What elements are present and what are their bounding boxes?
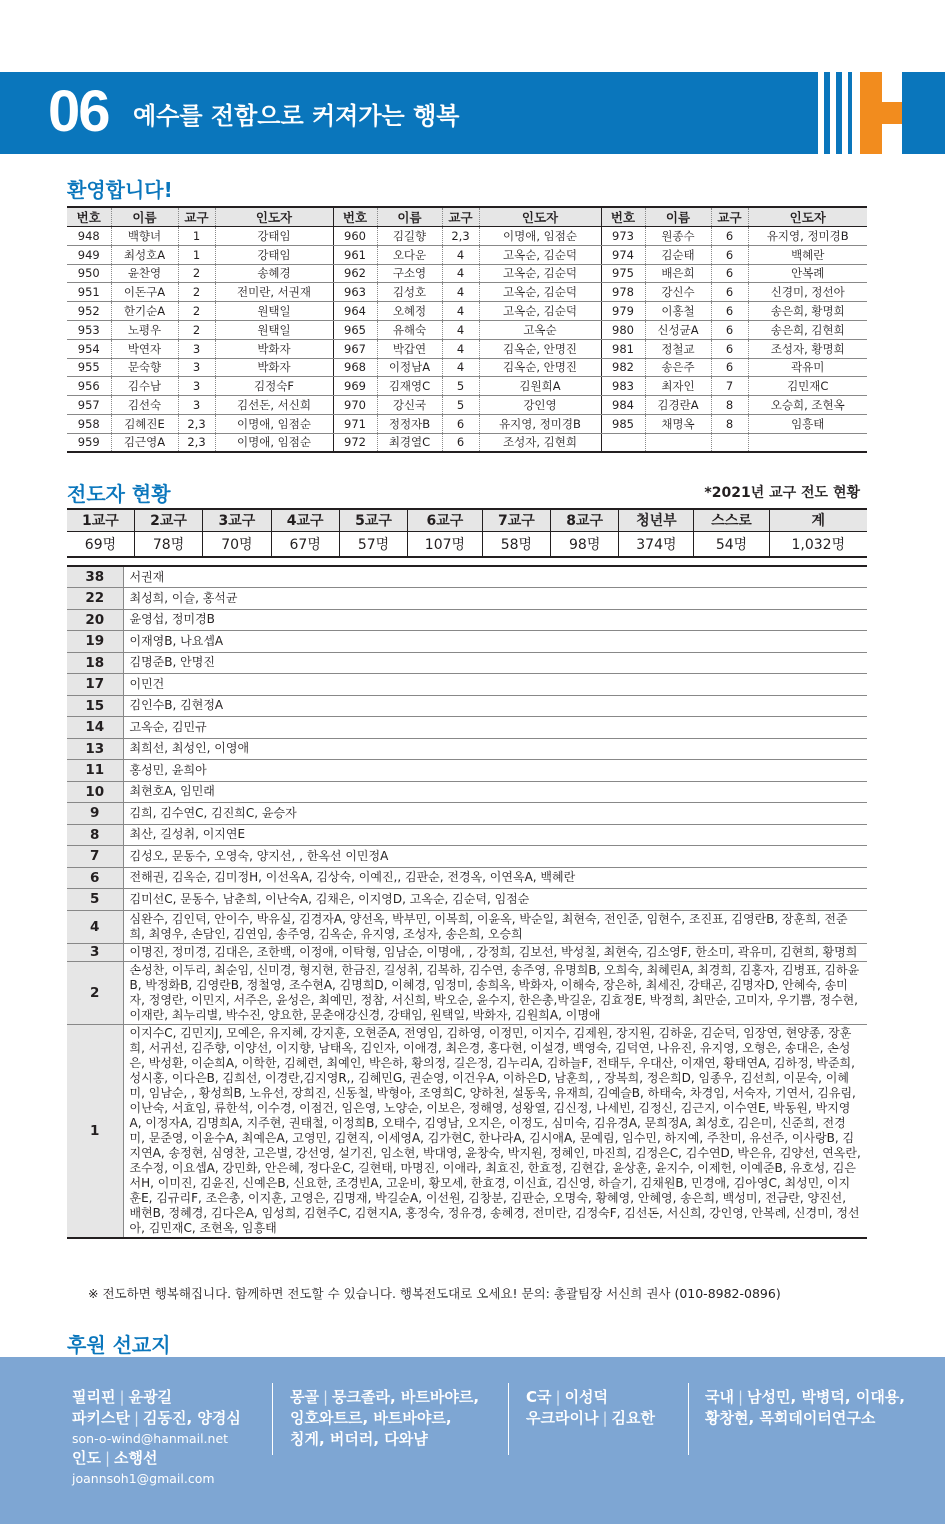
table-cell: 983 — [601, 377, 645, 396]
count-cell: 54명 — [694, 531, 769, 557]
table-cell: 유해숙 — [377, 320, 442, 339]
table-cell: 953 — [67, 320, 111, 339]
table-cell: 8 — [711, 414, 748, 433]
names-cell: 최성희, 이슬, 홍석균 — [123, 588, 867, 610]
table-cell: 959 — [67, 433, 111, 452]
table-cell: 박화자 — [215, 358, 333, 377]
mission-email: son-o-wind@hanmail.net — [72, 1431, 229, 1446]
table-cell: 송은주 — [645, 358, 711, 377]
names-cell: 최희선, 최성인, 이영애 — [123, 738, 867, 760]
table-cell: 975 — [601, 264, 645, 283]
rank-count: 10 — [67, 781, 123, 803]
table-cell: 8 — [711, 396, 748, 415]
contact-footnote: ※ 전도하면 행복해집니다. 함께하면 전도할 수 있습니다. 행복전도대로 오세요! 문의: 총괄팀장 서신희 권사 (010-8982-0896) — [88, 1286, 781, 1301]
table-cell: 김선돈, 서신희 — [215, 396, 333, 415]
table-cell: 최자인 — [645, 377, 711, 396]
section-title: 예수를 전함으로 커져가는 행복 — [133, 102, 460, 130]
table-cell: 한기순A — [111, 302, 178, 321]
rank-count: 1 — [67, 1024, 123, 1238]
table-cell: 972 — [333, 433, 377, 452]
table-cell: 원택일 — [215, 320, 333, 339]
table-cell: 6 — [442, 414, 479, 433]
evangelism-summary-table — [67, 508, 867, 558]
welcome-table — [67, 206, 867, 453]
table-cell: 김혜진E — [111, 414, 178, 433]
column-header: 인도자 — [748, 207, 867, 227]
table-cell: 오승희, 조현옥 — [748, 396, 867, 415]
table-cell: 6 — [711, 283, 748, 302]
column-header: 번호 — [67, 207, 111, 227]
table-cell: 김옥순, 안명진 — [479, 339, 601, 358]
mission-country: 파키스탄 — [72, 1409, 130, 1427]
table-cell: 고옥순 — [479, 320, 601, 339]
table-row — [67, 717, 867, 739]
column-header: 스스로 — [694, 509, 769, 531]
table-row — [67, 674, 867, 696]
rank-count: 2 — [67, 961, 123, 1024]
table-cell: 고옥순, 김순덕 — [479, 302, 601, 321]
names-cell: 이명진, 정미경, 김대은, 조한백, 이정애, 이탁형, 임남순, 이명애, , 강정희, 김보선, 박성칠, 최현숙, 김소영F, 한소미, 곽유미, 김현희, 황명희 — [123, 943, 867, 961]
table-row — [67, 803, 867, 825]
divider — [272, 1383, 273, 1455]
mission-names: 윤광길 — [128, 1388, 173, 1406]
rank-count: 22 — [67, 588, 123, 610]
table-cell: 4 — [442, 339, 479, 358]
mission-names: 남성민, 박병덕, 이대용, — [747, 1388, 905, 1406]
count-cell: 107명 — [408, 531, 483, 557]
table-cell: 김순태 — [645, 245, 711, 264]
table-cell: 김옥순, 안명진 — [479, 358, 601, 377]
table-cell: 김근영A — [111, 433, 178, 452]
table-cell: 정철교 — [645, 339, 711, 358]
table-cell: 1 — [178, 245, 215, 264]
table-row — [67, 264, 867, 283]
table-row — [67, 824, 867, 846]
table-row — [67, 245, 867, 264]
names-cell: 이민건 — [123, 674, 867, 696]
table-cell: 960 — [333, 227, 377, 246]
count-cell: 69명 — [84, 536, 117, 553]
table-row — [67, 377, 867, 396]
divider — [508, 1383, 509, 1455]
table-cell: 신성균A — [645, 320, 711, 339]
table-cell: 백혜란 — [748, 245, 867, 264]
table-cell: 958 — [67, 414, 111, 433]
table-row — [67, 283, 867, 302]
table-cell: 3 — [178, 377, 215, 396]
table-cell: 김정숙F — [215, 377, 333, 396]
table-cell: 김재영C — [377, 377, 442, 396]
table-cell: 4 — [442, 264, 479, 283]
table-cell: 2 — [178, 320, 215, 339]
table-cell: 조성자, 김현희 — [479, 433, 601, 452]
table-cell: 최경열C — [377, 433, 442, 452]
column-header: 교구 — [711, 207, 748, 227]
table-cell: 5 — [442, 377, 479, 396]
rank-count: 11 — [67, 760, 123, 782]
table-cell: 김원희A — [479, 377, 601, 396]
count-cell: 67명 — [271, 531, 339, 557]
column-header: 번호 — [601, 207, 645, 227]
missionary-column-3: C국 | 이성덕 우크라이나 | 김요한 — [526, 1388, 655, 1427]
table-row — [67, 1024, 867, 1238]
rank-count: 18 — [67, 652, 123, 674]
table-cell: 이홍철 — [645, 302, 711, 321]
table-row — [67, 227, 867, 246]
column-header: 4교구 — [271, 509, 339, 531]
table-cell: 이정남A — [377, 358, 442, 377]
mission-country: 인도 — [72, 1449, 101, 1467]
table-row — [67, 738, 867, 760]
rank-count: 38 — [67, 566, 123, 588]
table-row — [67, 846, 867, 868]
rank-count: 17 — [67, 674, 123, 696]
table-cell — [601, 433, 645, 452]
table-cell: 정정자B — [377, 414, 442, 433]
table-row — [67, 760, 867, 782]
table-cell: 김선숙 — [111, 396, 178, 415]
names-cell: 심완수, 김인덕, 안이수, 박유실, 김경자A, 양선옥, 박부민, 이복희, 이윤옥, 박순일, 최현숙, 전인준, 임현수, 조진표, 김영란B, 장훈희, 전준희, 최영우, 손담인, 김연임, 송주영, 김옥순, 유지영, 조성자, 송은희, 오승희 — [123, 910, 867, 943]
column-header: 청년부 — [619, 509, 694, 531]
column-header: 5교구 — [339, 509, 407, 531]
table-cell: 950 — [67, 264, 111, 283]
table-cell: 3 — [178, 358, 215, 377]
table-row — [67, 631, 867, 653]
names-cell: 김인수B, 김현정A — [123, 695, 867, 717]
names-cell: 이재영B, 나요셉A — [123, 631, 867, 653]
table-cell: 6 — [711, 339, 748, 358]
table-cell: 김민재C — [748, 377, 867, 396]
mission-country: 필리핀 — [72, 1388, 116, 1406]
table-cell: 964 — [333, 302, 377, 321]
table-cell: 노평우 — [111, 320, 178, 339]
table-cell: 김경란A — [645, 396, 711, 415]
table-cell: 김길향 — [377, 227, 442, 246]
names-cell: 김희, 김수연C, 김진희C, 윤승자 — [123, 803, 867, 825]
rank-count: 8 — [67, 824, 123, 846]
table-row — [67, 414, 867, 433]
mission-country: 우크라이나 — [526, 1409, 599, 1427]
table-cell: 949 — [67, 245, 111, 264]
table-cell: 채명옥 — [645, 414, 711, 433]
table-cell: 979 — [601, 302, 645, 321]
column-header: 교구 — [178, 207, 215, 227]
column-header: 이름 — [645, 207, 711, 227]
table-row — [67, 320, 867, 339]
table-cell: 배은희 — [645, 264, 711, 283]
table-cell: 3 — [178, 396, 215, 415]
missionary-column-2: 몽골 | 뭉크졸라, 바트바야르, 잉호와트르, 바트바야르, 칭게, 버더러, 다와냠 — [290, 1388, 480, 1448]
table-cell: 4 — [442, 320, 479, 339]
mission-country: 국내 — [705, 1388, 734, 1406]
table-cell: 송은희, 황명희 — [748, 302, 867, 321]
table-cell: 948 — [67, 227, 111, 246]
table-cell: 2,3 — [178, 433, 215, 452]
table-cell: 백향녀 — [111, 227, 178, 246]
table-cell: 6 — [711, 245, 748, 264]
rank-count: 5 — [67, 889, 123, 911]
table-cell: 오혜정 — [377, 302, 442, 321]
mission-email: joannsoh1@gmail.com — [72, 1471, 215, 1486]
table-cell: 985 — [601, 414, 645, 433]
divider — [688, 1383, 689, 1455]
table-cell: 980 — [601, 320, 645, 339]
names-cell: 고옥순, 김민규 — [123, 717, 867, 739]
table-cell: 6 — [711, 264, 748, 283]
mission-names: 김동진, 양경심 — [143, 1409, 241, 1427]
table-cell: 3 — [178, 339, 215, 358]
table-cell: 2 — [178, 264, 215, 283]
table-cell: 강신국 — [377, 396, 442, 415]
mission-country: C국 — [526, 1388, 552, 1406]
missionaries-title: 후원 선교지 — [67, 1333, 171, 1357]
table-cell: 이명애, 임점순 — [215, 433, 333, 452]
table-cell: 967 — [333, 339, 377, 358]
table-cell: 유지영, 정미경B — [748, 227, 867, 246]
table-cell: 2 — [178, 302, 215, 321]
table-cell: 고옥순, 김순덕 — [479, 283, 601, 302]
column-header: 인도자 — [479, 207, 601, 227]
table-row — [67, 396, 867, 415]
table-cell: 973 — [601, 227, 645, 246]
table-cell: 962 — [333, 264, 377, 283]
table-cell: 김성호 — [377, 283, 442, 302]
table-cell: 968 — [333, 358, 377, 377]
table-cell: 오다운 — [377, 245, 442, 264]
table-cell: 965 — [333, 320, 377, 339]
table-cell: 송혜경 — [215, 264, 333, 283]
page-header — [0, 72, 945, 154]
count-cell: 98명 — [551, 531, 619, 557]
mission-names: 소행선 — [114, 1449, 158, 1467]
table-cell: 강신수 — [645, 283, 711, 302]
mission-names: 김요한 — [611, 1409, 655, 1427]
table-cell: 971 — [333, 414, 377, 433]
rank-count: 6 — [67, 867, 123, 889]
table-row — [67, 652, 867, 674]
table-cell: 4 — [442, 302, 479, 321]
rank-count: 14 — [67, 717, 123, 739]
table-row — [67, 358, 867, 377]
table-cell: 안복례 — [748, 264, 867, 283]
rank-count: 13 — [67, 738, 123, 760]
table-cell: 2,3 — [442, 227, 479, 246]
table-row — [67, 867, 867, 889]
rank-count: 15 — [67, 695, 123, 717]
names-cell: 최산, 길성취, 이지연E — [123, 824, 867, 846]
column-header: 인도자 — [215, 207, 333, 227]
names-cell: 최현호A, 임민래 — [123, 781, 867, 803]
table-row — [67, 339, 867, 358]
table-cell: 970 — [333, 396, 377, 415]
table-cell: 윤찬영 — [111, 264, 178, 283]
table-row — [67, 609, 867, 631]
table-cell: 구소영 — [377, 264, 442, 283]
mission-names: 잉호와트르, 바트바야르, — [290, 1409, 452, 1427]
table-cell: 952 — [67, 302, 111, 321]
table-cell: 전미란, 서권재 — [215, 283, 333, 302]
table-row — [67, 588, 867, 610]
table-cell: 원택일 — [215, 302, 333, 321]
column-header: 교구 — [442, 207, 479, 227]
table-cell: 이명애, 임점순 — [479, 227, 601, 246]
rank-count: 20 — [67, 609, 123, 631]
table-cell: 981 — [601, 339, 645, 358]
mission-names: 이성덕 — [564, 1388, 609, 1406]
table-cell: 4 — [442, 358, 479, 377]
table-cell — [645, 433, 711, 452]
table-cell: 임흥태 — [748, 414, 867, 433]
rank-count: 3 — [67, 943, 123, 961]
table-row — [67, 889, 867, 911]
mission-names: 칭게, 버더러, 다와냠 — [290, 1430, 428, 1448]
table-cell: 김수남 — [111, 377, 178, 396]
table-row — [67, 433, 867, 452]
names-cell: 윤영섭, 정미경B — [123, 609, 867, 631]
table-cell: 이돈구A — [111, 283, 178, 302]
table-cell: 고옥순, 김순덕 — [479, 245, 601, 264]
table-cell: 6 — [711, 320, 748, 339]
rank-count: 9 — [67, 803, 123, 825]
mission-names: 뭉크졸라, 바트바야르, — [332, 1388, 480, 1406]
mission-names: 황창현, 목회데이터연구소 — [705, 1409, 876, 1427]
table-cell: 6 — [711, 358, 748, 377]
table-row — [67, 910, 867, 943]
table-cell: 유지영, 정미경B — [479, 414, 601, 433]
names-cell: 손성찬, 이두리, 최순임, 신미경, 형지현, 한금진, 길성취, 김복하, 김수연, 송주영, 유명희B, 오희숙, 최혜린A, 최경희, 김홍자, 김병표, 김하윤B, 박정화B, 김영란B, 정철영, 조수현A, 김명희D, 이혜경, 임정미, 송희옥, 박화자, 이해숙, 장은하, 최세진, 강태곤, 김명자D, 안혜숙, 송미자, 정영란, 이민지, 서주은, 윤성은, 최예민, 정참, 서신희, 박오순, 윤수지, 한은총,박길운, 김효정E, 박정희, 최만순, 고미자, 우기쁨, 정수현, 이재란, 최누리별, 박수진, 양요한, 문춘애강신경, 강태임, 원택일, 박화자, 김원희A, 이명애 — [123, 961, 867, 1024]
welcome-title: 환영합니다! — [67, 178, 173, 202]
table-cell: 951 — [67, 283, 111, 302]
table-cell: 954 — [67, 339, 111, 358]
table-cell: 문숙향 — [111, 358, 178, 377]
names-cell: 이지수C, 김민지J, 모예은, 유지혜, 강지훈, 오현준A, 전영임, 김하영, 이정민, 이지수, 김제원, 장지원, 김하윤, 김순덕, 임장연, 현양종, 장훈희, 서귀선, 김주향, 이양선, 이지향, 남태옥, 김인자, 이애경, 최은경, 홍다현, 이설경, 백영숙, 김덕연, 나유진, 유지영, 오형은, 송대은, 손성은, 박성환, 이순희A, 이학한, 김혜련, 최예인, 박은하, 황의정, 길은정, 김누리A, 김하늘F, 전태두, 우대산, 이재연, 황태연A, 김하정, 박준희, 성시홍, 이다은B, 김희선, 이경란,김지영R,, 김혜민G, 권순영, 이건우A, 이하은D, 남훈희, , 장복희, 정은희D, 임종우, 김선희, 이문숙, 이혜미, 임남순, , 황성희B, 노유선, 장희진, 신동철, 박형아, 조영희C, 양하천, 설동욱, 유재희, 김예슬B, 하태숙, 차경임, 서숙자, 기연서, 김유림, 이난숙, 서효임, 류한석, 이수경, 이점건, 임은영, 노양순, 이보은, 정해영, 성왕열, 김신정, 나세빈, 김정신, 김근지, 이수연E, 박동원, 박지영A, 이정자A, 김명희A, 지주현, 권태철, 이정희B, 오태수, 김영남, 오지은, 이정도, 심미숙, 김유경A, 문희정A, 최성호, 김은미, 신준희, 전경미, 문준영, 이윤수A, 최예은A, 고영민, 김현직, 이세영A, 김가현C, 한나라A, 김시애A, 문예림, 임수민, 하지예, 주찬미, 유선주, 이사랑B, 김지연A, 송정현, 심영찬, 고은별, 강선영, 설기진, 임소현, 박대영, 윤창숙, 박지원, 정혜인, 마진희, 김정은C, 김수연D, 박은유, 김양선, 연옥란, 조수정, 이요셉A, 강민화, 안은혜, 정다운C, 길현태, 마명진, 이애라, 최효진, 한효정, 김현갑, 윤상훈, 윤지수, 이제헌, 이예준B, 유호성, 김은서H, 이미진, 김윤진, 신예은B, 신요한, 조경빈A, 고운비, 황모세, 한효경, 이신효, 김신영, 하슬기, 김채원B, 민경애, 김아영C, 최성민, 이지훈E, 김규리F, 조은총, 이지훈, 고영은, 김명재, 박길순A, 이선원, 김창분, 김판순, 오명숙, 황혜영, 안혜영, 송은희, 백성미, 전금란, 양진선, 배현B, 정혜경, 김다은A, 임성희, 김현주C, 김현지A, 홍정숙, 정유경, 송혜경, 전미란, 김정숙F, 김선돈, 서신희, 강인영, 안복례, 신경미, 정선아, 김민재C, 조현옥, 임흥태 — [123, 1024, 867, 1238]
table-cell: 978 — [601, 283, 645, 302]
table-cell: 송은희, 김현희 — [748, 320, 867, 339]
table-cell: 984 — [601, 396, 645, 415]
column-header: 3교구 — [203, 509, 271, 531]
table-cell: 961 — [333, 245, 377, 264]
church-logo-icon — [812, 72, 930, 154]
table-cell: 4 — [442, 245, 479, 264]
table-cell: 원종수 — [645, 227, 711, 246]
rank-count: 4 — [67, 910, 123, 943]
table-cell: 956 — [67, 377, 111, 396]
table-cell — [711, 433, 748, 452]
count-cell: 374명 — [619, 531, 694, 557]
rank-count: 7 — [67, 846, 123, 868]
table-cell: 2,3 — [178, 414, 215, 433]
table-cell: 박연자 — [111, 339, 178, 358]
names-cell: 홍성민, 윤희아 — [123, 760, 867, 782]
table-cell: 957 — [67, 396, 111, 415]
table-cell: 5 — [442, 396, 479, 415]
section-number: 06 — [48, 79, 109, 144]
names-cell: 김미선C, 문동수, 남춘희, 이난숙A, 김채은, 이지영D, 고옥순, 김순덕, 임점순 — [123, 889, 867, 911]
table-cell: 강태임 — [215, 245, 333, 264]
table-row — [67, 566, 867, 588]
table-cell: 969 — [333, 377, 377, 396]
count-cell: 58명 — [482, 531, 550, 557]
mission-country: 몽골 — [290, 1388, 319, 1406]
table-cell: 곽유미 — [748, 358, 867, 377]
column-header: 8교구 — [551, 509, 619, 531]
column-header: 이름 — [377, 207, 442, 227]
table-cell: 최성호A — [111, 245, 178, 264]
count-cell: 70명 — [203, 531, 271, 557]
table-cell: 조성자, 황명희 — [748, 339, 867, 358]
rank-count: 19 — [67, 631, 123, 653]
evangelism-title: 전도자 현황 — [67, 482, 171, 506]
table-cell: 이명애, 임점순 — [215, 414, 333, 433]
table-cell: 6 — [711, 302, 748, 321]
table-cell: 1 — [178, 227, 215, 246]
count-cell: 57명 — [339, 531, 407, 557]
column-header: 1교구 — [67, 509, 134, 531]
column-header: 이름 — [111, 207, 178, 227]
table-cell: 박갑연 — [377, 339, 442, 358]
table-row — [67, 781, 867, 803]
column-header: 7교구 — [482, 509, 550, 531]
table-cell: 7 — [711, 377, 748, 396]
names-cell: 전해권, 김옥순, 김미정H, 이선옥A, 김상숙, 이예진,, 김판순, 전경옥, 이연옥A, 백혜란 — [123, 867, 867, 889]
table-cell — [748, 433, 867, 452]
table-cell: 6 — [442, 433, 479, 452]
table-cell: 박화자 — [215, 339, 333, 358]
table-cell: 6 — [711, 227, 748, 246]
evangelist-ranking-table — [67, 565, 867, 1239]
missionary-column-1: 필리핀 | 윤광길 파키스탄 | 김동진, 양경심 son-o-wind@hanmail.net 인도 | 소행선 joannsoh1@gmail.com — [72, 1388, 241, 1486]
column-header: 2교구 — [134, 509, 202, 531]
evangelism-note: *2021년 교구 전도 현황 — [704, 485, 860, 501]
table-cell: 982 — [601, 358, 645, 377]
missionary-column-4: 국내 | 남성민, 박병덕, 이대용, 황창현, 목회데이터연구소 — [705, 1388, 905, 1427]
column-header: 6교구 — [408, 509, 483, 531]
column-header: 번호 — [333, 207, 377, 227]
table-cell: 강인영 — [479, 396, 601, 415]
table-row — [67, 695, 867, 717]
table-cell: 4 — [442, 283, 479, 302]
count-cell: 78명 — [134, 531, 202, 557]
column-header: 계 — [769, 509, 867, 531]
names-cell: 서권재 — [123, 566, 867, 588]
count-cell: 1,032명 — [769, 531, 867, 557]
table-cell: 신경미, 정선아 — [748, 283, 867, 302]
table-row — [67, 943, 867, 961]
table-cell: 963 — [333, 283, 377, 302]
table-cell: 2 — [178, 283, 215, 302]
names-cell: 김명준B, 안명진 — [123, 652, 867, 674]
table-row — [67, 302, 867, 321]
names-cell: 김성오, 문동수, 오영숙, 양지선, , 한옥선 이민정A — [123, 846, 867, 868]
table-cell: 강태임 — [215, 227, 333, 246]
table-cell: 955 — [67, 358, 111, 377]
table-row — [67, 961, 867, 1024]
table-cell: 974 — [601, 245, 645, 264]
table-cell: 고옥순, 김순덕 — [479, 264, 601, 283]
